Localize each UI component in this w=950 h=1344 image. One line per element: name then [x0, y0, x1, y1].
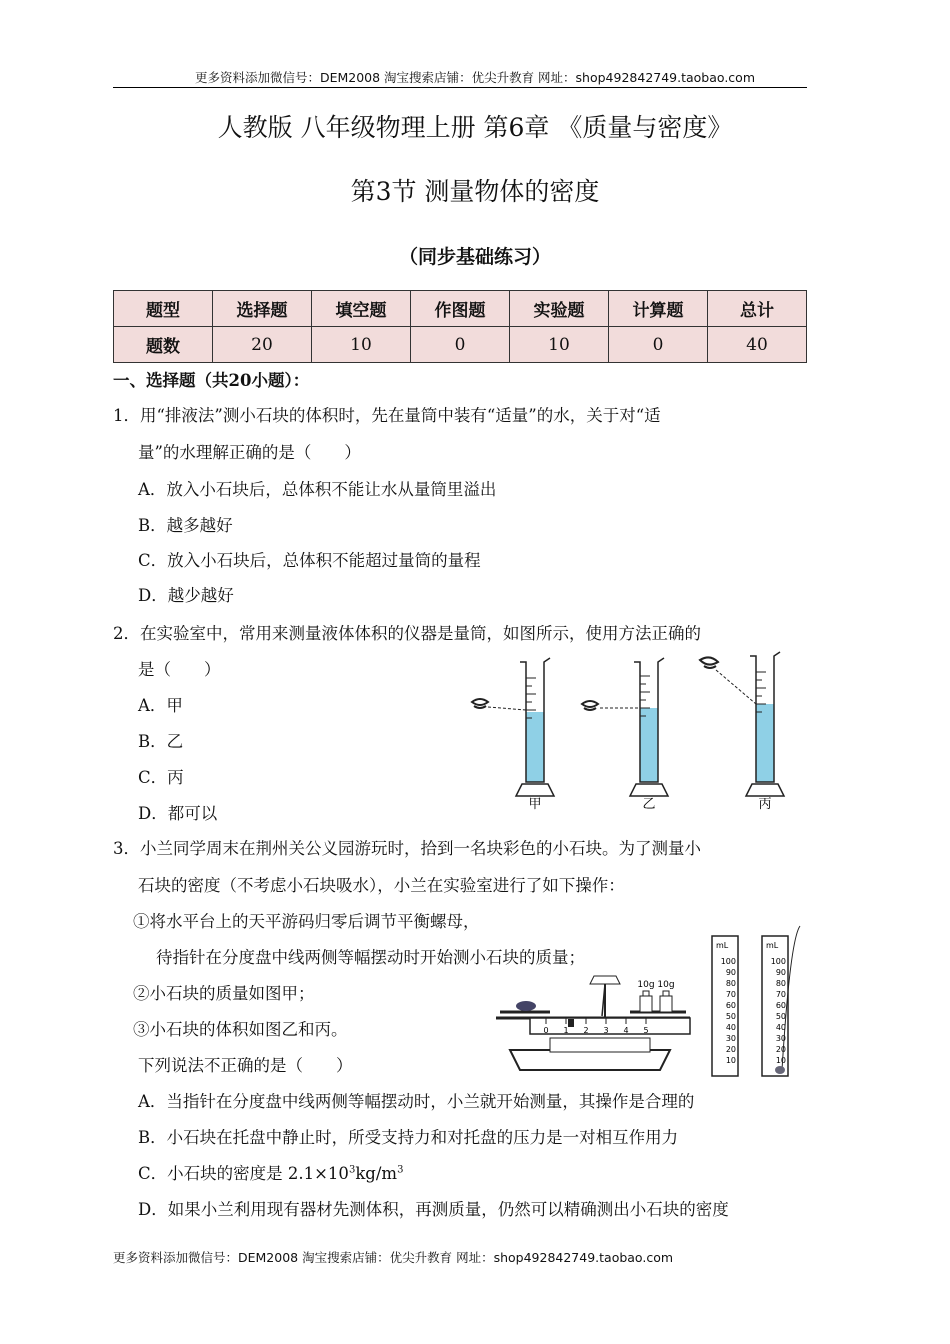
- cylinder-yi-ml: [712, 936, 738, 1076]
- doc-title: 人教版 八年级物理上册 第6章 《质量与密度》: [217, 113, 733, 142]
- scale-tick: 1: [563, 1026, 569, 1035]
- cyl-tick: 20: [725, 1045, 736, 1054]
- balance: [496, 976, 690, 1070]
- scale-tick: 0: [543, 1026, 549, 1035]
- q1-option-c: C．放入小石块后，总体积不能超过量筒的量程: [138, 551, 481, 570]
- page-header: 更多资料添加微信号：DEM2008 淘宝搜索店铺：优尖升教育 网址：shop492842749.taobao.com: [194, 70, 756, 85]
- q3-option-d: D．如果小兰利用现有器材先测体积，再测质量，仍然可以精确测出小石块的密度: [138, 1200, 729, 1219]
- q2-option-a: A．甲: [138, 696, 183, 715]
- q3-option-a: A．当指针在分度盘中线两侧等幅摆动时，小兰就开始测量，其操作是合理的: [138, 1092, 695, 1111]
- q2-stem: 2．在实验室中，常用来测量液体体积的仪器是量筒，如图所示，使用方法正确的: [113, 624, 701, 643]
- cyl-tick: 100: [720, 957, 736, 966]
- page-footer: 更多资料添加微信号：DEM2008 淘宝搜索店铺：优尖升教育 网址：shop492842749.taobao.com: [113, 1250, 674, 1265]
- q3-option-b: B．小石块在托盘中静止时，所受支持力和对托盘的压力是一对相互作用力: [138, 1128, 679, 1147]
- weight-label: 10g: [657, 980, 675, 990]
- q3-step-2: ②小石块的质量如图甲；: [133, 984, 315, 1003]
- table-cell: 40: [708, 327, 807, 363]
- table-cell: 题型: [114, 291, 213, 327]
- q2-option-b: B．乙: [138, 732, 184, 751]
- q2-option-d: D．都可以: [138, 804, 218, 823]
- table-cell: 总计: [708, 291, 807, 327]
- q1-option-a: A．放入小石块后，总体积不能让水从量筒里溢出: [138, 480, 497, 499]
- cylinder-unit: mL: [766, 941, 779, 950]
- q3-step-3: ③小石块的体积如图乙和丙。: [133, 1020, 348, 1039]
- cyl-tick: 40: [775, 1023, 786, 1032]
- cylinder-jia: [472, 658, 554, 796]
- table-cell: 0: [609, 327, 708, 363]
- scale-tick: 4: [623, 1026, 629, 1035]
- header-divider: [113, 87, 807, 88]
- cylinder-bing: [700, 652, 784, 796]
- weight-label: 10g: [637, 980, 655, 990]
- q3-step-1-cont: 待指针在分度盘中线两侧等幅摆动时开始测小石块的质量；: [156, 948, 585, 967]
- cyl-tick: 40: [725, 1023, 736, 1032]
- table-cell: 10: [510, 327, 609, 363]
- q1-stem-cont: 量”的水理解正确的是（ ）: [138, 443, 361, 462]
- table-header-row: [114, 291, 807, 327]
- figure-label-bing: 丙: [758, 797, 772, 812]
- scale-tick: 3: [603, 1026, 609, 1035]
- q1-option-d: D．越少越好: [138, 586, 234, 605]
- table-cell: 20: [213, 327, 312, 363]
- cyl-tick: 10: [775, 1056, 786, 1065]
- scale-tick: 2: [583, 1026, 589, 1035]
- cyl-tick: 70: [725, 990, 736, 999]
- cyl-tick: 80: [725, 979, 736, 988]
- q3-step-1: ①将水平台上的天平游码归零后调节平衡螺母，: [133, 912, 480, 931]
- q2-stem-cont: 是（ ）: [138, 660, 221, 679]
- cyl-tick: 70: [775, 990, 786, 999]
- q3-option-c-unit-exp: 3: [397, 1164, 404, 1176]
- cyl-tick: 50: [775, 1012, 786, 1021]
- table-row: [114, 327, 807, 363]
- q3-option-c: [138, 1160, 403, 1184]
- question-stats-table: [113, 290, 807, 363]
- balance-and-cylinders-figure: [490, 920, 808, 1088]
- q3-option-c-exp: 3: [348, 1164, 356, 1176]
- table-cell: 选择题: [213, 291, 312, 327]
- doc-subtitle: （同步基础练习）: [398, 246, 551, 268]
- cyl-tick: 80: [775, 979, 786, 988]
- cyl-tick: 90: [775, 968, 786, 977]
- figure-label-jia: 甲: [528, 797, 542, 812]
- q1-stem: 1．用“排液法”测小石块的体积时，先在量筒中装有“适量”的水，关于对“适: [113, 406, 661, 425]
- section-heading: 一、选择题（共20小题）：: [113, 371, 310, 390]
- table-cell: 填空题: [312, 291, 411, 327]
- cyl-tick: 90: [725, 968, 736, 977]
- table-cell: 实验题: [510, 291, 609, 327]
- cyl-tick: 20: [775, 1045, 786, 1054]
- section-title: 第3节 测量物体的密度: [350, 177, 600, 206]
- table-cell: 0: [411, 327, 510, 363]
- cylinder-unit: mL: [716, 941, 729, 950]
- table-cell: 作图题: [411, 291, 510, 327]
- q1-option-b: B．越多越好: [138, 516, 233, 535]
- cyl-tick: 30: [775, 1034, 786, 1043]
- figure-label-yi: 乙: [642, 797, 656, 812]
- cyl-tick: 30: [725, 1034, 736, 1043]
- cyl-tick: 10: [725, 1056, 736, 1065]
- q2-option-c: C．丙: [138, 768, 184, 787]
- cyl-tick: 50: [725, 1012, 736, 1021]
- q3-ask: 下列说法不正确的是（ ）: [138, 1056, 353, 1075]
- cyl-tick: 100: [770, 957, 786, 966]
- table-cell: 计算题: [609, 291, 708, 327]
- q3-stem-cont: 石块的密度（不考虑小石块吸水），小兰在实验室进行了如下操作：: [138, 876, 625, 895]
- scale-tick: 5: [643, 1026, 649, 1035]
- table-cell: 题数: [114, 327, 213, 363]
- cylinder-bing-ml: [762, 926, 800, 1076]
- cyl-tick: 60: [725, 1001, 736, 1010]
- q3-option-c-text: C．小石块的密度是 2.1×10: [138, 1164, 349, 1183]
- cylinder-yi: [582, 658, 668, 796]
- cyl-tick: 60: [775, 1001, 786, 1010]
- table-cell: 10: [312, 327, 411, 363]
- q3-stem: 3．小兰同学周末在荆州关公义园游玩时，拾到一名块彩色的小石块。为了测量小: [113, 839, 701, 858]
- q3-option-c-unit: kg/m: [355, 1164, 398, 1183]
- measuring-cylinders-figure: [460, 648, 810, 816]
